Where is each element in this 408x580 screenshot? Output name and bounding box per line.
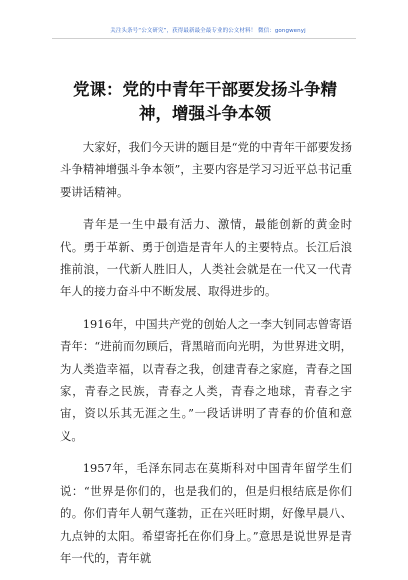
header-divider [52,38,356,39]
header-promo-note: 关注头条号“公文研究”，获得最新最全最专业的公文材料！ 微信：gongwenyj [110,28,306,34]
body-paragraph: 1916年，中国共产党的创始人之一李大钊同志曾寄语青年：“进前而勿顾后，背黑暗而向光明，为世界进文明，为人类造幸福，以青春之我，创建青春之家庭，青春之国家，青春之民族，青春之人类，青春之地球，青春之宇宙，资以乐其无涯之生。”一段话讲明了青春的价值和意义。 [60,316,352,443]
body-paragraph: 青年是一生中最有活力、激情，最能创新的黄金时代。勇于革新、勇于创造是青年人的主要特点。长江后浪推前浪，一代新人胜旧人，人类社会就是在一代又一代青年人的接力奋斗中不断发展、取得进步的。 [60,217,352,299]
document-body [60,136,352,579]
body-paragraph: 1957年，毛泽东同志在莫斯科对中国青年留学生们说：“世界是你们的，也是我们的，但是归根结底是你们的。你们青年人朝气蓬勃，正在兴旺时期，好像早晨八、九点钟的太阳。希望寄托在你们身上。”意思是说世界是青年一代的，青年就 [60,461,352,565]
body-paragraph: 大家好，我们今天讲的题目是“党的中青年干部要发扬斗争精神增强斗争本领”，主要内容是学习习近平总书记重要讲话精神。 [60,140,352,199]
document-title: 党课：党的中青年干部要发扬斗争精神，增强斗争本领 [73,80,337,123]
